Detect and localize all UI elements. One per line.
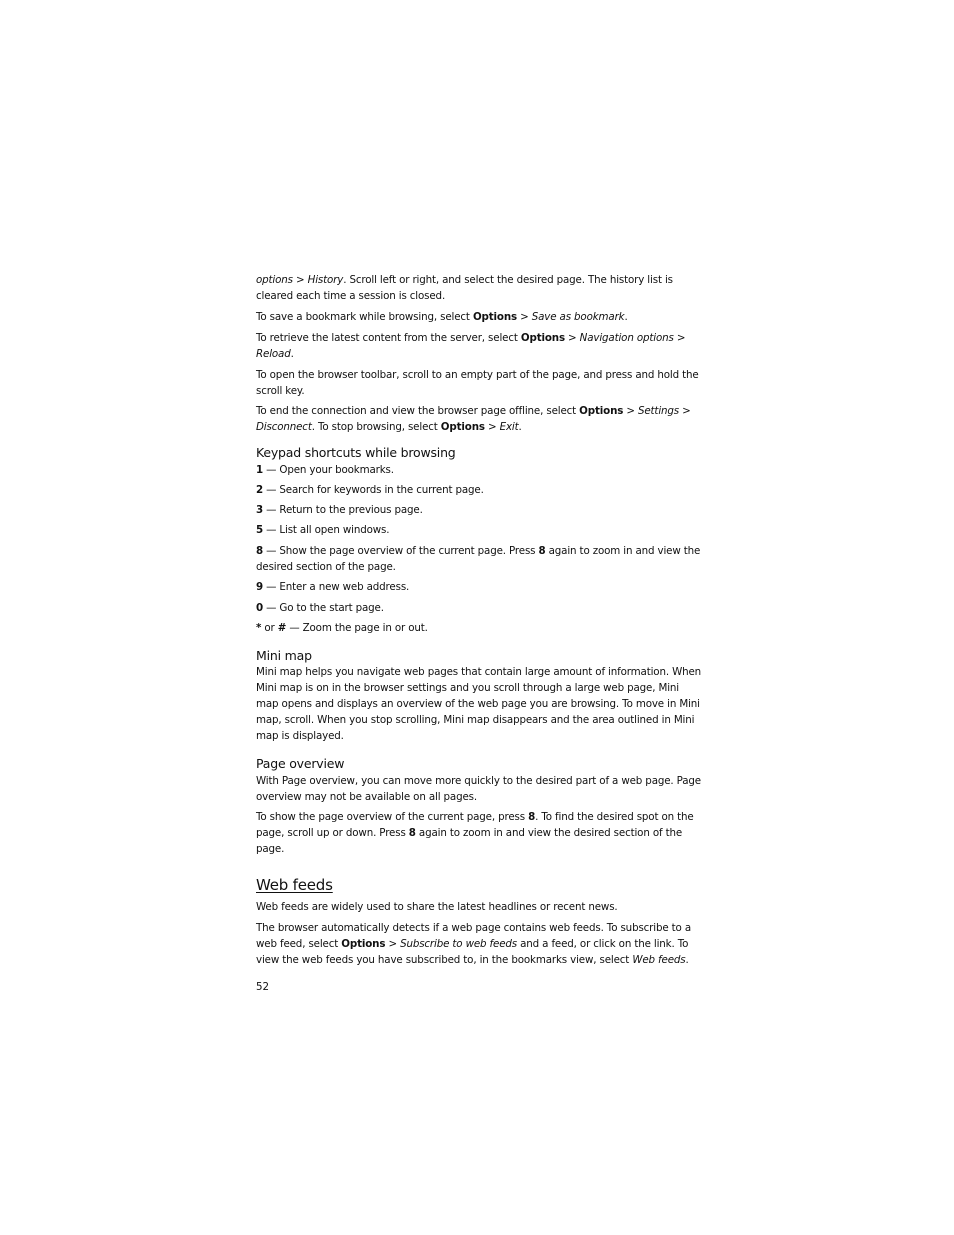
menu-term: History: [307, 274, 344, 286]
shortcut-text: — Zoom the page in or out.: [286, 622, 428, 634]
shortcut-item: [256, 579, 702, 595]
body-text: The browser automatically detects if a web page contains web feeds. To subscribe to a web feed, select: [256, 922, 691, 950]
separator: >: [564, 332, 580, 344]
body-text: and a feed, or click on the link. To view the web feeds you have subscribed to, in the bookmarks view, select: [256, 938, 689, 966]
menu-term: Subscribe to web feeds: [400, 938, 517, 950]
disconnect-paragraph: [256, 403, 702, 435]
shortcut-text: — List all open windows.: [263, 524, 390, 536]
body-text: . To stop browsing, select: [311, 421, 441, 433]
shortcut-key: 8: [538, 545, 546, 557]
separator: >: [623, 405, 638, 417]
shortcut-key: 8: [408, 827, 416, 839]
shortcut-item: [256, 543, 702, 575]
save-bookmark-paragraph: [256, 309, 702, 325]
menu-term: Navigation options: [579, 332, 674, 344]
options-key: Options: [520, 332, 565, 344]
shortcut-text: — Search for keywords in the current page.: [263, 484, 484, 496]
body-text: .: [685, 954, 689, 966]
menu-term: Reload: [256, 348, 291, 360]
page-overview-instructions: [256, 809, 702, 857]
shortcut-item: [256, 482, 702, 498]
shortcut-item: [256, 600, 702, 616]
shortcut-key: 2: [256, 484, 264, 496]
shortcut-key: #: [277, 622, 287, 634]
reload-paragraph: [256, 330, 702, 362]
separator: >: [385, 938, 401, 950]
body-text: again to zoom in and view the desired section of the page.: [256, 827, 683, 855]
history-paragraph: [256, 272, 702, 304]
mini-map-heading: Mini map: [256, 648, 312, 663]
shortcut-key: 8: [528, 811, 536, 823]
separator: >: [679, 405, 691, 417]
menu-term: options: [256, 274, 293, 286]
body-text: To end the connection and view the browser page offline, select: [256, 405, 580, 417]
options-key: Options: [579, 405, 624, 417]
separator: >: [292, 274, 308, 286]
page-overview-heading: Page overview: [256, 756, 345, 771]
separator: >: [484, 421, 500, 433]
body-text: To retrieve the latest content from the server, select: [256, 332, 521, 344]
web-feeds-heading: Web feeds: [256, 876, 333, 894]
body-text: To show the page overview of the current page, press: [256, 811, 529, 823]
page-overview-paragraph: With Page overview, you can move more quickly to the desired part of a web page. Page overview may not be available on all pages.: [256, 775, 701, 803]
body-text: To save a bookmark while browsing, select: [256, 311, 473, 323]
body-text: . Scroll left or right, and select the desired page. The history list is cleared each time a session is closed.: [256, 274, 673, 302]
shortcut-item: [256, 462, 702, 478]
shortcut-text: — Go to the start page.: [263, 602, 384, 614]
shortcut-item: [256, 522, 702, 538]
shortcut-text: again to zoom in and view the desired section of the page.: [256, 545, 701, 573]
menu-term: Web feeds: [632, 954, 686, 966]
shortcut-text: — Enter a new web address.: [263, 581, 410, 593]
menu-term: Exit: [499, 421, 519, 433]
shortcut-key: 8: [256, 545, 264, 557]
options-key: Options: [472, 311, 517, 323]
page-number: 52: [256, 981, 270, 993]
menu-term: Disconnect: [256, 421, 312, 433]
options-key: Options: [440, 421, 485, 433]
shortcut-key: 5: [256, 524, 264, 536]
shortcut-key: 1: [256, 464, 264, 476]
shortcut-text: — Show the page overview of the current page. Press: [263, 545, 539, 557]
shortcut-key: 3: [256, 504, 264, 516]
shortcut-key: 9: [256, 581, 264, 593]
shortcut-text: or: [261, 622, 278, 634]
shortcut-text: — Return to the previous page.: [263, 504, 423, 516]
menu-term: Save as bookmark: [531, 311, 625, 323]
shortcut-key: 0: [256, 602, 264, 614]
mini-map-paragraph: Mini map helps you navigate web pages that contain large amount of information. When Mini map is on in the browser settings and you scroll through a large web page, Mini map opens and displays an overview of the web page you are browsing. To move in Mini map, scroll. When you stop scrolling, Mini map disappears and the area outlined in Mini map is displayed.: [256, 666, 702, 742]
web-feeds-paragraph: [256, 920, 702, 968]
separator: >: [673, 332, 686, 344]
shortcut-text: — Open your bookmarks.: [263, 464, 394, 476]
toolbar-paragraph: To open the browser toolbar, scroll to an empty part of the page, and press and hold the scroll key.: [256, 369, 699, 397]
separator: >: [517, 311, 532, 323]
body-text: .: [624, 311, 628, 323]
menu-term: Settings: [637, 405, 680, 417]
options-key: Options: [341, 938, 386, 950]
web-feeds-intro: Web feeds are widely used to share the latest headlines or recent news.: [256, 901, 618, 913]
shortcut-key: *: [256, 622, 262, 634]
shortcut-item: [256, 502, 702, 518]
shortcut-item: [256, 620, 702, 636]
body-text: .: [518, 421, 522, 433]
keypad-shortcuts-heading: Keypad shortcuts while browsing: [256, 445, 456, 460]
body-text: .: [290, 348, 294, 360]
manual-page-content: [256, 272, 702, 995]
body-text: . To find the desired spot on the page, scroll up or down. Press: [256, 811, 694, 839]
